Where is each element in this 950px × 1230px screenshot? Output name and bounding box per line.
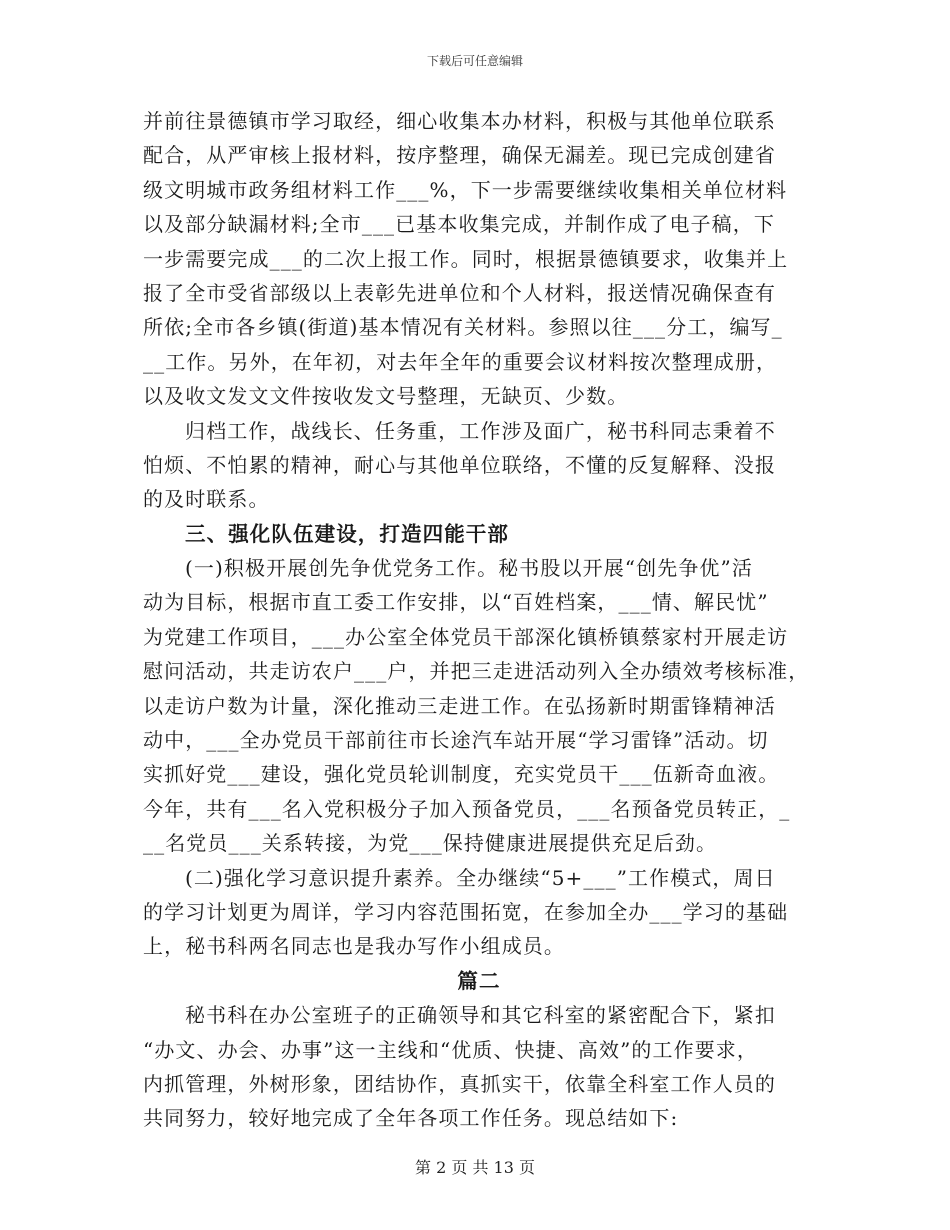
body-line: 以及收文发文文件按收发文号整理，无缺页、少数。 — [143, 384, 629, 409]
body-line: 共同努力，较好地完成了全年各项工作任务。现总结如下: — [143, 1106, 679, 1131]
paragraph-start-line: 秘书科在办公室班子的正确领导和其它科室的紧密配合下，紧扣 — [185, 1003, 776, 1028]
body-line: 上，秘书科两名同志也是我办写作小组成员。 — [143, 934, 565, 959]
body-line: 配合，从严审核上报材料，按序整理，确保无漏差。现已完成创建省 — [143, 143, 776, 168]
body-line: 报了全市受省部级以上表彰先进单位和个人材料，报送情况确保查有 — [143, 280, 776, 305]
body-line: __名党员___关系转接，为党___保持健康进展提供充足后劲。 — [143, 831, 718, 856]
page-header-note: 下载后可任意编辑 — [426, 54, 523, 68]
paragraph-start-line: 归档工作，战线长、任务重，工作涉及面广，秘书科同志秉着不 — [185, 418, 776, 443]
body-line: 以走访户数为计量，深化推动三走进工作。在弘扬新时期雷锋精神活 — [143, 693, 776, 718]
body-line: 怕烦、不怕累的精神，耐心与其他单位联络，不懂的反复解释、没报 — [143, 452, 776, 477]
body-line: 今年，共有___名入党积极分子加入预备党员，___名预备党员转正，_ — [143, 796, 791, 821]
page-number-footer: 第 2 页 共 13 页 — [415, 1158, 535, 1177]
body-line: 的学习计划更为周详，学习内容范围拓宽，在参加全办___学习的基础 — [143, 899, 789, 924]
body-line: 以及部分缺漏材料;全市___已基本收集完成，并制作成了电子稿，下 — [143, 212, 775, 237]
paragraph-start-line: (一)积极开展创先争优党务工作。秘书股以开展“创先争优”活 — [185, 556, 753, 581]
part-title: 篇二 — [457, 968, 501, 993]
body-line: 动中，___全办党员干部前往市长途汽车站开展“学习雷锋”活动。切 — [143, 728, 769, 753]
body-line: 并前往景德镇市学习取经，细心收集本办材料，积极与其他单位联系 — [143, 109, 776, 133]
body-line: 为党建工作项目，___办公室全体党员干部深化镇桥镇蔡家村开展走访 — [143, 624, 789, 649]
body-line: __工作。另外，在年初，对去年全年的重要会议材料按次整理成册， — [143, 349, 778, 374]
body-line: “办文、办会、办事”这一主线和“优质、快捷、高效”的工作要求， — [143, 1037, 758, 1062]
body-line: 动为目标，根据市直工委工作安排，以“百姓档案，___情、解民忧” — [143, 590, 769, 615]
body-line: 所依;全市各乡镇(街道)基本情况有关材料。参照以往___分工，编写_ — [143, 315, 783, 340]
body-line: 一步需要完成___的二次上报工作。同时，根据景德镇要求，收集并上 — [143, 246, 789, 271]
body-line: 的及时联系。 — [143, 487, 270, 512]
body-line: 内抓管理，外树形象，团结协作，真抓实干，依靠全科室工作人员的 — [143, 1071, 776, 1096]
body-line: 慰问活动，共走访农户___户，并把三走进活动列入全办绩效考核标准， — [143, 659, 810, 684]
paragraph-start-line: (二)强化学习意识提升素养。全办继续“5+___”工作模式，周日 — [185, 865, 776, 890]
body-line: 级文明城市政务组材料工作___%，下一步需要继续收集相关单位材料 — [143, 177, 788, 202]
body-line: 实抓好党___建设，强化党员轮训制度，充实党员干___伍新奇血液。 — [143, 762, 780, 787]
section-heading: 三、强化队伍建设，打造四能干部 — [185, 521, 509, 546]
document-body — [143, 104, 815, 1136]
